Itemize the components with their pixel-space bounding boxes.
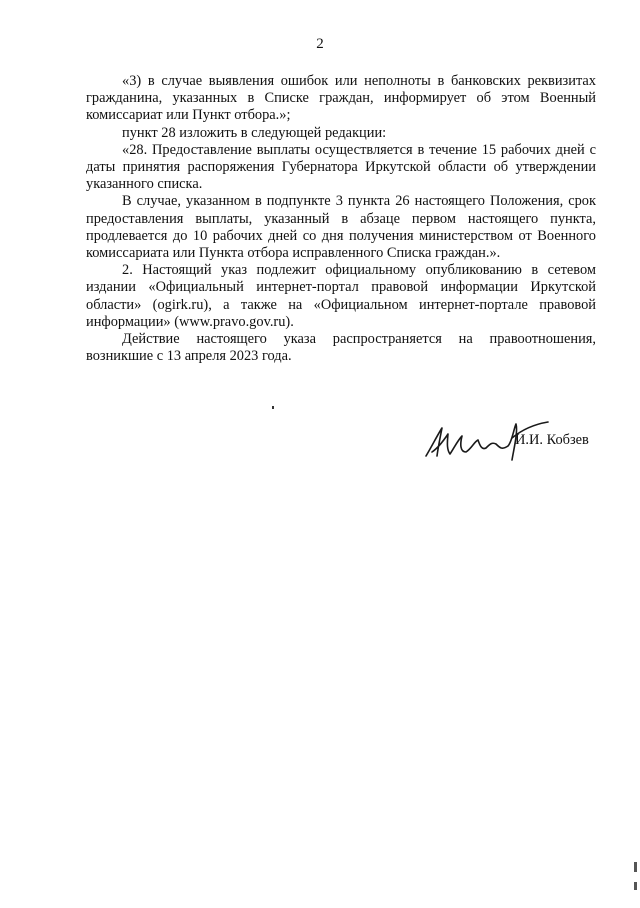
document-body <box>86 48 596 365</box>
paragraph-publication: 2. Настоящий указ подлежит официальному опубликованию в сетевом издании «Официальный интернет-портал правовой информации Иркутской области» (ogirk.ru), а также на «Официальном интернет-портале правовой информации» (www.pravo.gov.ru). <box>86 262 596 330</box>
paragraph-item-3: «3) в случае выявления ошибок или неполноты в банковских реквизитах гражданина, указанных в Списке граждан, информирует об этом Военный комиссариат или Пункт отбора.»; <box>86 73 596 124</box>
paragraph-extension: В случае, указанном в подпункте 3 пункта 26 настоящего Положения, срок предоставления выплаты, указанный в абзаце первом настоящего пункта, продлевается до 10 рабочих дней со дня получения министерством от Военного комиссариата или Пункта отбора исправленного Списка граждан.». <box>86 193 596 262</box>
scan-edge-mark <box>634 882 637 890</box>
paragraph-amend-instruction: пункт 28 изложить в следующей редакции: <box>122 124 387 141</box>
signer-name: И.И. Кобзев <box>515 432 589 448</box>
scan-edge-mark <box>634 862 637 872</box>
scan-speck <box>272 406 274 409</box>
paragraph-item-28: «28. Предоставление выплаты осуществляется в течение 15 рабочих дней с даты принятия распоряжения Губернатора Иркутской области об утверждении указанного списка. <box>86 141 596 193</box>
page-number: 2 <box>316 36 324 52</box>
paragraph-effective-date: Действие настоящего указа распространяется на правоотношения, возникшие с 13 апреля 2023 года. <box>86 331 596 365</box>
